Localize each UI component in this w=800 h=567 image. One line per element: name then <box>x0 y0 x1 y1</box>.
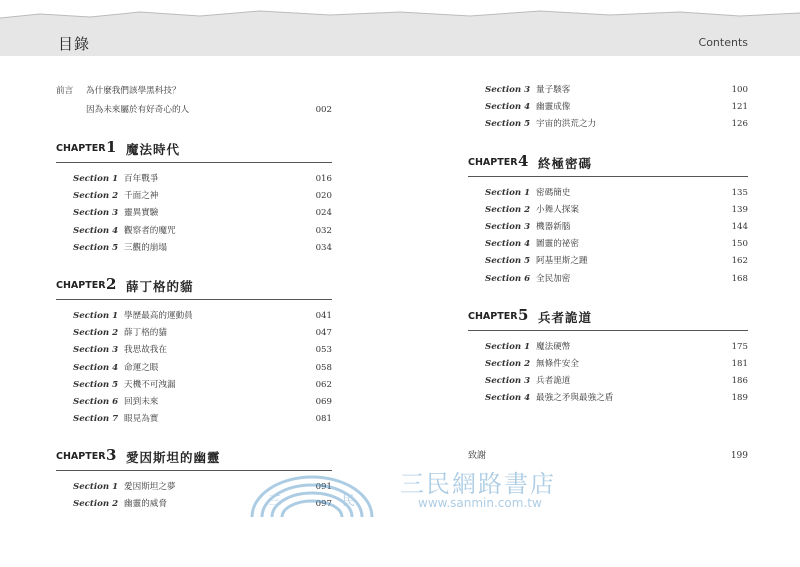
section-label: Section 5 <box>485 256 531 267</box>
section-title: 小舞人探案 <box>536 204 579 215</box>
section-title: 觀察者的魔咒 <box>124 225 176 236</box>
section-title: 回到未來 <box>124 396 159 407</box>
chapter-title: 愛因斯坦的幽靈 <box>126 450 221 466</box>
section-page: 186 <box>731 376 748 387</box>
chapter-number: 5 <box>518 305 529 324</box>
toc-row[interactable] <box>468 99 748 116</box>
section-title: 我思故我在 <box>124 345 167 356</box>
toc-row[interactable] <box>56 171 332 188</box>
section-label: Section 2 <box>73 191 119 202</box>
section-title: 薛丁格的貓 <box>124 328 167 339</box>
toc-row[interactable] <box>468 185 748 202</box>
chapter-number: 3 <box>106 446 117 465</box>
chapter-title: 兵者詭道 <box>538 309 593 325</box>
toc-row[interactable] <box>468 82 748 99</box>
section-title: 機器新腦 <box>536 221 571 232</box>
section-page: 062 <box>315 379 332 390</box>
chapter-keyword: CHAPTER <box>468 156 518 168</box>
toc-row[interactable] <box>468 356 748 373</box>
toc-row[interactable] <box>56 308 332 325</box>
section-page: 139 <box>731 204 748 215</box>
toc-right-column <box>468 60 748 407</box>
toc-row[interactable] <box>468 390 748 407</box>
section-title: 全民加密 <box>536 273 571 284</box>
section-label: Section 3 <box>485 85 531 95</box>
toc-row[interactable] <box>56 240 332 257</box>
section-page: 047 <box>315 328 332 339</box>
toc-row[interactable] <box>468 219 748 236</box>
toc-row[interactable] <box>56 205 332 222</box>
section-title: 最強之矛與最強之盾 <box>536 393 614 404</box>
toc-row[interactable] <box>56 223 332 240</box>
section-label: Section 5 <box>73 379 119 390</box>
section-label: Section 3 <box>73 345 119 356</box>
toc-row[interactable] <box>56 360 332 377</box>
section-title: 愛因斯坦之夢 <box>124 482 176 493</box>
section-label: Section 1 <box>73 310 119 321</box>
section-title: 三觀的崩塌 <box>124 242 167 253</box>
toc-row[interactable] <box>56 411 332 428</box>
section-page: 121 <box>731 102 748 113</box>
section-page: 041 <box>315 310 332 321</box>
section-label: Section 4 <box>73 225 119 236</box>
header-band <box>0 0 800 56</box>
watermark <box>232 462 612 522</box>
section-title: 幽靈成像 <box>536 102 571 113</box>
section-label: Section 3 <box>485 221 531 232</box>
section-label: Section 1 <box>485 187 531 198</box>
section-title: 阿基里斯之踵 <box>536 256 588 267</box>
section-label: Section 7 <box>73 414 119 425</box>
section-title: 宇宙的洪荒之力 <box>536 119 597 130</box>
toc-row[interactable] <box>468 253 748 270</box>
section-label: Section 1 <box>73 482 119 493</box>
chapter-title: 終極密碼 <box>538 155 593 171</box>
section-title: 幽靈的威脅 <box>124 499 167 510</box>
section-page: 135 <box>731 187 748 198</box>
section-page: 144 <box>731 221 748 232</box>
toc-row[interactable] <box>56 377 332 394</box>
section-label: Section 6 <box>73 396 119 407</box>
toc-row[interactable] <box>56 342 332 359</box>
section-page: 150 <box>731 239 748 250</box>
section-title: 圖靈的祕密 <box>536 239 579 250</box>
chapter-title: 魔法時代 <box>126 142 181 157</box>
section-label: Section 5 <box>485 119 531 130</box>
section-page: 032 <box>315 225 332 236</box>
section-page: 100 <box>731 85 748 95</box>
section-page: 069 <box>315 396 332 407</box>
section-label: Section 5 <box>73 242 119 253</box>
watermark-name: 三民網路書店 <box>400 470 556 498</box>
chapter-number: 2 <box>106 274 117 293</box>
section-title: 兵者詭道 <box>536 376 571 387</box>
section-page: 175 <box>731 341 748 352</box>
torn-paper-edge <box>0 0 800 56</box>
section-page: 034 <box>315 242 332 253</box>
section-label: Section 3 <box>73 208 119 219</box>
section-label: Section 4 <box>485 393 531 404</box>
chapter-divider <box>468 176 748 177</box>
chapter-number: 1 <box>106 138 117 156</box>
chapter-keyword: CHAPTER <box>56 143 106 154</box>
section-title: 學歷最高的運動員 <box>124 310 193 321</box>
section-title: 靈異實驗 <box>124 208 159 219</box>
section-label: Section 1 <box>485 341 531 352</box>
section-title: 密碼簡史 <box>536 187 571 198</box>
chapter-5-heading[interactable] <box>468 306 748 328</box>
toc-row[interactable] <box>468 271 748 288</box>
section-title: 眼見為實 <box>124 414 159 425</box>
section-page: 168 <box>731 273 748 284</box>
chapter-2-heading[interactable] <box>56 275 332 297</box>
section-title: 量子駭客 <box>536 85 571 95</box>
section-page: 189 <box>731 393 748 404</box>
section-page: 053 <box>315 345 332 356</box>
preface-page: 002 <box>315 105 332 115</box>
section-title: 魔法硬幣 <box>536 341 571 352</box>
section-label: Section 6 <box>485 273 531 284</box>
toc-row[interactable] <box>56 394 332 411</box>
section-label: Section 2 <box>485 204 531 215</box>
section-page: 024 <box>315 208 332 219</box>
section-page: 091 <box>315 482 332 493</box>
toc-row[interactable] <box>56 325 332 342</box>
toc-row[interactable] <box>468 202 748 219</box>
section-label: Section 4 <box>485 102 531 113</box>
toc-row[interactable] <box>56 188 332 205</box>
chapter-4-heading[interactable] <box>468 152 748 174</box>
section-label: Section 3 <box>485 376 531 387</box>
section-page: 162 <box>731 256 748 267</box>
watermark-logo-char-1: 三 <box>268 494 282 509</box>
watermark-url: www.sanmin.com.tw <box>418 496 542 510</box>
section-title: 命運之眼 <box>124 362 159 373</box>
section-title: 無條件安全 <box>536 358 579 369</box>
chapter-divider <box>56 162 332 163</box>
chapter-keyword: CHAPTER <box>468 310 518 322</box>
preface-row-2[interactable] <box>56 101 332 120</box>
chapter-divider <box>468 330 748 331</box>
section-page: 058 <box>315 362 332 373</box>
section-page: 016 <box>315 174 332 184</box>
section-label: Section 1 <box>73 174 119 184</box>
section-page: 081 <box>315 414 332 425</box>
preface-line1: 為什麼我們該學黑科技？ <box>86 86 181 96</box>
toc-left-column <box>56 60 332 514</box>
preface-line2: 因為未來屬於有好奇心的人 <box>86 105 190 115</box>
section-page: 097 <box>315 499 332 510</box>
section-page: 181 <box>731 358 748 369</box>
section-title: 天機不可洩漏 <box>124 379 176 390</box>
toc-row[interactable] <box>468 339 748 356</box>
toc-row[interactable] <box>468 236 748 253</box>
watermark-logo-icon <box>232 462 392 522</box>
chapter-divider <box>56 299 332 300</box>
preface-row[interactable] <box>56 82 332 101</box>
toc-row[interactable] <box>468 116 748 133</box>
section-label: Section 4 <box>485 239 531 250</box>
section-label: Section 4 <box>73 362 119 373</box>
toc-row[interactable] <box>468 373 748 390</box>
section-label: Section 2 <box>485 358 531 369</box>
section-page: 126 <box>731 119 748 130</box>
contents-label: Contents <box>698 36 748 49</box>
chapter-1-heading[interactable] <box>56 138 332 160</box>
section-title: 千面之神 <box>124 191 159 202</box>
watermark-logo-char-2: 民 <box>342 494 356 509</box>
chapter-keyword: CHAPTER <box>56 451 106 463</box>
page-title: 目錄 <box>58 35 91 53</box>
section-label: Section 2 <box>73 499 119 510</box>
section-title: 百年戰爭 <box>124 174 159 184</box>
chapter-keyword: CHAPTER <box>56 279 106 291</box>
section-page: 020 <box>315 191 332 202</box>
chapter-title: 薛丁格的貓 <box>126 278 194 294</box>
section-label: Section 2 <box>73 328 119 339</box>
chapter-number: 4 <box>518 151 529 170</box>
acknowledgement-label: 致謝 <box>468 451 487 461</box>
acknowledgement-page: 199 <box>730 451 748 461</box>
preface-label: 前言 <box>56 86 74 96</box>
